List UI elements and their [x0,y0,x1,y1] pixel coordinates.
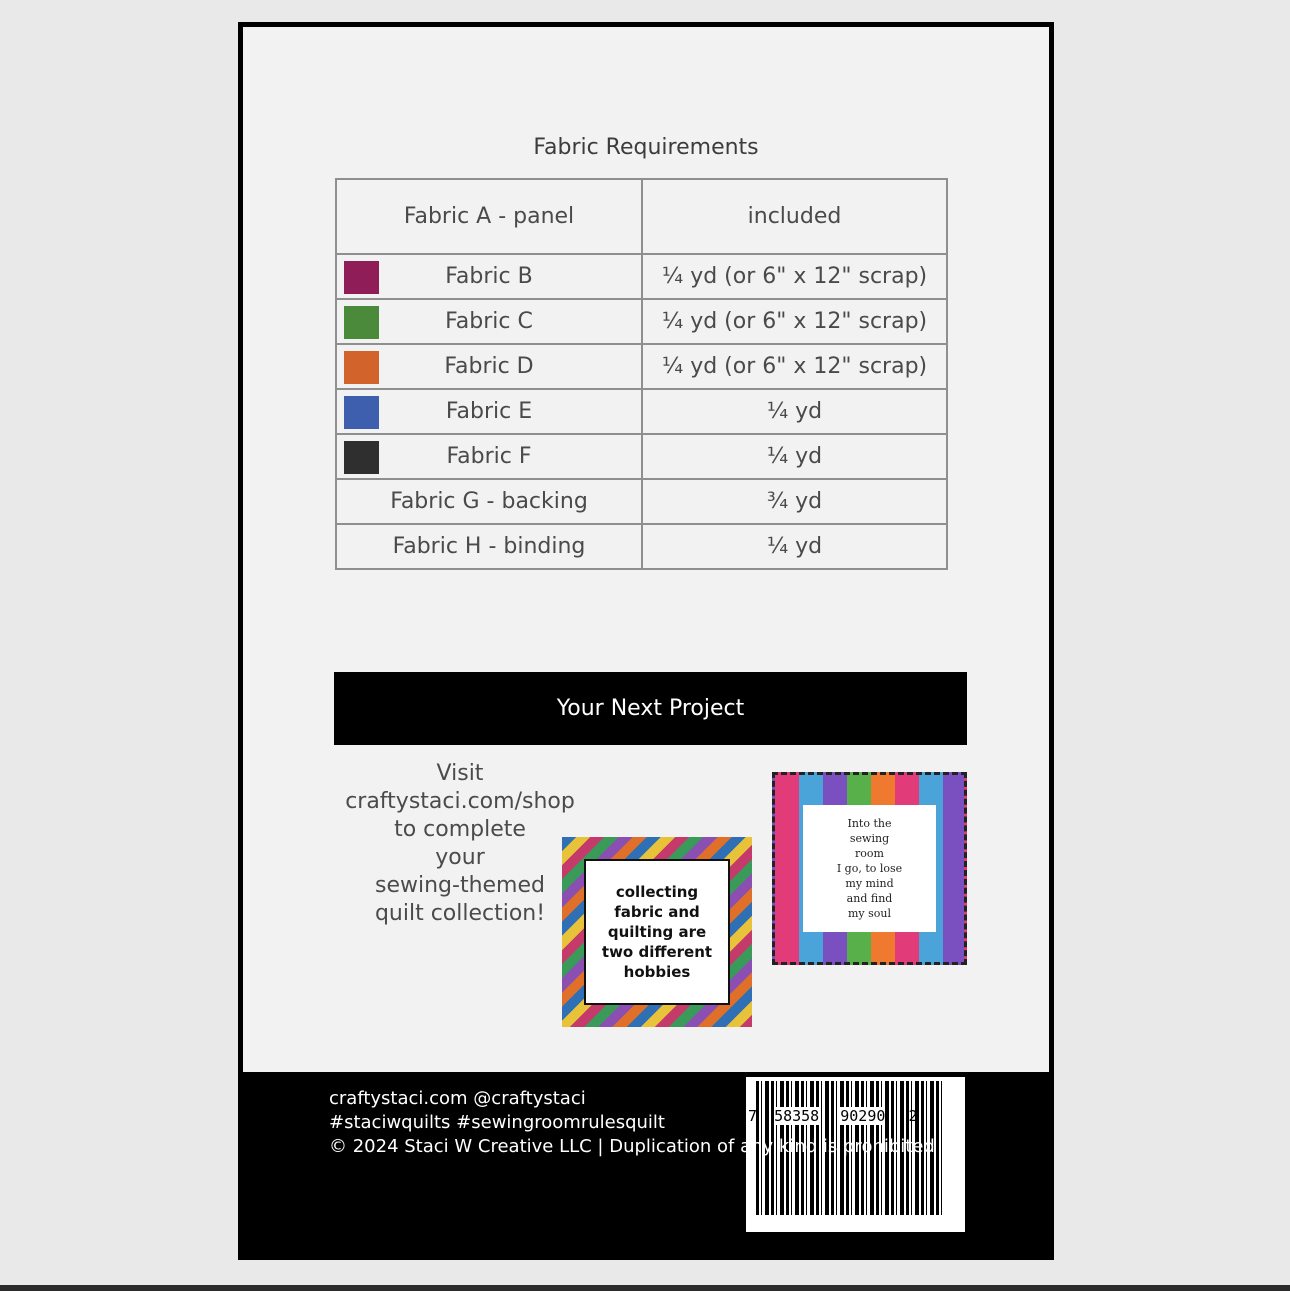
table-row [336,254,947,299]
barcode-group: 58358 [774,1107,820,1125]
fabric-name-cell [336,434,642,479]
barcode-group: 90290 [840,1107,886,1125]
footer-contact: craftystaci.com @craftystaci [329,1088,586,1109]
fabric-label: Fabric F [446,444,532,469]
visit-line: quilt collection! [374,901,546,926]
fabric-name-cell: Fabric H - binding [336,524,642,569]
quilt-text-line: fabric and [614,903,700,921]
table-row [336,389,947,434]
visit-shop-link[interactable]: craftystaci.com/shop [345,789,575,814]
fabric-label: Fabric D [444,354,534,379]
bottom-divider [0,1285,1290,1291]
footer-copyright: © 2024 Staci W Creative LLC | Duplication of any kind is prohibited [329,1136,935,1157]
fabric-name-cell [336,344,642,389]
fabric-amount-cell: ¼ yd (or 6" x 12" scrap) [642,254,947,299]
cover-content-area [243,27,1049,1072]
quilt-text-line: sewing [849,832,890,845]
next-project-banner: Your Next Project [334,672,967,745]
quilt-text-line: my mind [845,877,894,890]
table-row [336,524,947,569]
quilt-text-line: quilting are [607,923,707,941]
fabric-name-cell [336,254,642,299]
fabric-swatch [344,261,379,294]
fabric-requirements-title: Fabric Requirements [533,135,759,160]
pattern-back-cover [238,22,1054,1260]
quilt-text-line: two different [601,943,713,961]
fabric-swatch [344,441,379,474]
footer-hashtags: #staciwquilts #sewingroomrulesquilt [329,1112,665,1133]
visit-line: sewing-themed [375,873,545,898]
fabric-label: Fabric C [445,309,533,334]
fabric-swatch [344,396,379,429]
quilt-text-line: hobbies [623,963,691,981]
fabric-amount-cell: ¾ yd [642,479,947,524]
quilt-image-hearts [772,772,967,965]
visit-line: to complete [394,817,526,842]
quilt-text-line: my soul [847,907,891,920]
table-row [336,299,947,344]
table-row [336,479,947,524]
barcode-digit: 7 [748,1107,758,1125]
table-row [336,434,947,479]
fabric-amount-cell: ¼ yd [642,524,947,569]
table-row [336,179,947,254]
fabric-label: Fabric B [445,264,533,289]
visit-line: your [435,845,485,870]
fabric-amount-cell: ¼ yd [642,389,947,434]
fabric-name-cell [336,299,642,344]
quilt-text-line: I go, to lose [836,862,903,875]
quilt-center-panel [584,859,730,1005]
fabric-name-cell: Fabric G - backing [336,479,642,524]
visit-shop-text [335,760,585,928]
quilt-text-line: and find [846,892,893,905]
quilt-center-panel [803,805,936,932]
barcode-digit: 2 [908,1107,918,1125]
fabric-name-cell [336,389,642,434]
footer [329,1087,949,1159]
fabric-amount-cell: ¼ yd [642,434,947,479]
visit-line: Visit [436,761,484,786]
quilt-text-line: room [855,847,884,860]
fabric-name-cell: Fabric A - panel [336,179,642,254]
fabric-amount-cell: ¼ yd (or 6" x 12" scrap) [642,344,947,389]
fabric-requirements-table [335,178,948,570]
quilt-image-collecting-fabric [562,837,752,1027]
quilt-text-line: Into the [847,817,892,830]
fabric-label: Fabric E [445,399,533,424]
fabric-amount-cell: included [642,179,947,254]
fabric-swatch [344,351,379,384]
fabric-swatch [344,306,379,339]
fabric-amount-cell: ¼ yd (or 6" x 12" scrap) [642,299,947,344]
table-row [336,344,947,389]
quilt-text-line: collecting [615,883,699,901]
